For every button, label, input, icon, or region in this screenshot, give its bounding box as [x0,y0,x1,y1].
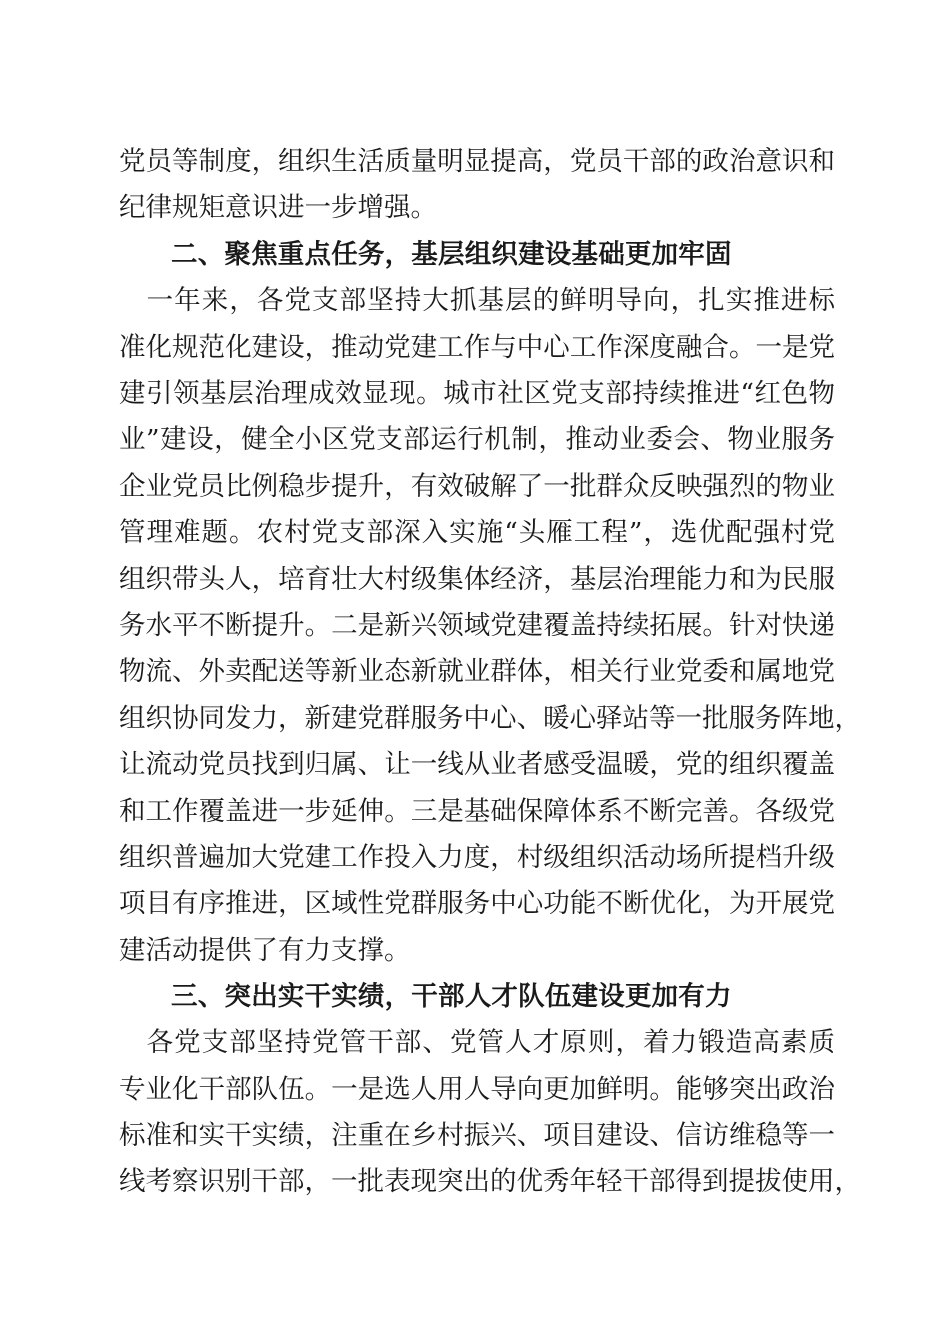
paragraph-line: 组织协同发力，新建党群服务中心、暖心驿站等一批服务阵地， [119,703,861,734]
paragraph-line: 物流、外卖配送等新业态新就业群体，相关行业党委和属地党 [119,656,835,687]
section-heading: 二、聚焦重点任务，基层组织建设基础更加牢固 [171,239,732,270]
paragraph-line: 业”建设，健全小区党支部运行机制，推动业委会、物业服务 [119,424,835,455]
paragraph-line: 组织带头人，培育壮大村级集体经济，基层治理能力和为民服 [119,564,835,595]
paragraph-line: 务水平不断提升。二是新兴领域党建覆盖持续拓展。针对快递 [119,610,835,641]
paragraph-line: 和工作覆盖进一步延伸。三是基础保障体系不断完善。各级党 [119,796,835,827]
paragraph-line: 各党支部坚持党管干部、党管人才原则，着力锻造高素质 [119,1027,835,1058]
paragraph-line: 组织普遍加大党建工作投入力度，村级组织活动场所提档升级 [119,842,835,873]
paragraph-line: 建活动提供了有力支撑。 [119,935,411,966]
paragraph-line: 企业党员比例稳步提升，有效破解了一批群众反映强烈的物业 [119,471,835,502]
paragraph-line: 党员等制度，组织生活质量明显提高，党员干部的政治意识和 [119,146,835,177]
paragraph-line: 项目有序推进，区域性党群服务中心功能不断优化，为开展党 [119,888,835,919]
paragraph-line: 一年来，各党支部坚持大抓基层的鲜明导向，扎实推进标 [119,285,835,316]
paragraph-line: 管理难题。农村党支部深入实施“头雁工程”，选优配强村党 [119,517,835,548]
paragraph-line: 标准和实干实绩，注重在乡村振兴、项目建设、信访维稳等一 [119,1120,835,1151]
paragraph-line: 线考察识别干部，一批表现突出的优秀年轻干部得到提拔使用， [119,1166,861,1197]
paragraph-line: 准化规范化建设，推动党建工作与中心工作深度融合。一是党 [119,332,835,363]
paragraph-line: 专业化干部队伍。一是选人用人导向更加鲜明。能够突出政治 [119,1074,835,1105]
section-heading: 三、突出实干实绩，干部人才队伍建设更加有力 [171,981,732,1012]
paragraph-line: 纪律规矩意识进一步增强。 [119,192,437,223]
paragraph-line: 让流动党员找到归属、让一线从业者感受温暖，党的组织覆盖 [119,749,835,780]
paragraph-line: 建引领基层治理成效显现。城市社区党支部持续推进“红色物 [119,378,835,409]
